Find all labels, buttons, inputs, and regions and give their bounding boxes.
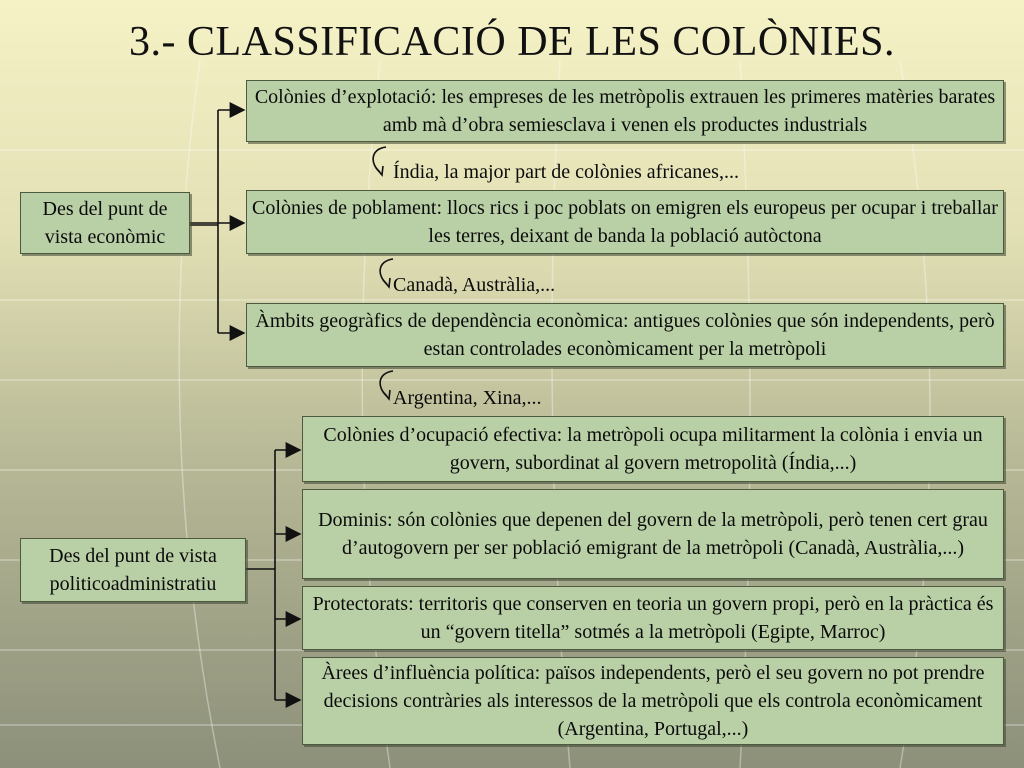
economic-item-text: Colònies de poblament: llocs rics i poc poblats on emigren els europeus per ocupar i treballar les terres, deixant de banda la població autòctona <box>252 197 998 247</box>
economic-item-text: Colònies d’explotació: les empreses de les metròpolis extrauen les primeres matèries barates amb mà d’obra semiesclava i venen els productes industrials <box>254 86 996 136</box>
page-title: 3.- CLASSIFICACIÓ DE LES COLÒNIES. <box>128 19 896 65</box>
political-category-label: Des del punt de vista politicoadministratiu <box>49 545 217 595</box>
political-category-box <box>20 538 246 602</box>
economic-item-text: Àmbits geogràfics de dependència econòmica: antigues colònies que són independents, però estan controlades econòmicament per la metròpoli <box>255 310 995 360</box>
political-item-text: Colònies d’ocupació efectiva: la metròpoli ocupa militarment la colònia i envia un govern, subordinat al govern metropolità (Índia,...) <box>323 424 983 474</box>
political-item-text: Protectorats: territoris que conserven en teoria un govern propi, però en la pràctica és un “govern titella” sotmés a la metròpoli (Egipte, Marroc) <box>312 593 994 643</box>
economic-example: Argentina, Xina,... <box>393 387 542 409</box>
economic-category-label: Des del punt de vista econòmic <box>42 198 168 248</box>
economic-item-box <box>246 190 1004 254</box>
economic-item-box <box>246 303 1004 367</box>
political-item-text: Àrees d’influència política: països independents, però el seu govern no pot prendre decisions contràries als interessos de la metròpoli que els controla econòmicament (Argentina, Portugal,...) <box>321 662 985 740</box>
curved-arrow-icon <box>366 144 390 178</box>
political-item-box <box>302 416 1004 482</box>
economic-example: Canadà, Austràlia,... <box>393 274 556 296</box>
economic-category-box <box>20 192 190 254</box>
economic-example: Índia, la major part de colònies africanes,... <box>393 161 739 183</box>
political-item-box <box>302 657 1004 745</box>
economic-item-box <box>246 80 1004 142</box>
political-item-text: Dominis: són colònies que depenen del govern de la metròpoli, però tenen cert grau d’autogovern per ser població emigrant de la metròpoli (Canadà, Austràlia,...) <box>318 509 988 559</box>
political-item-box <box>302 489 1004 579</box>
political-item-box <box>302 586 1004 650</box>
